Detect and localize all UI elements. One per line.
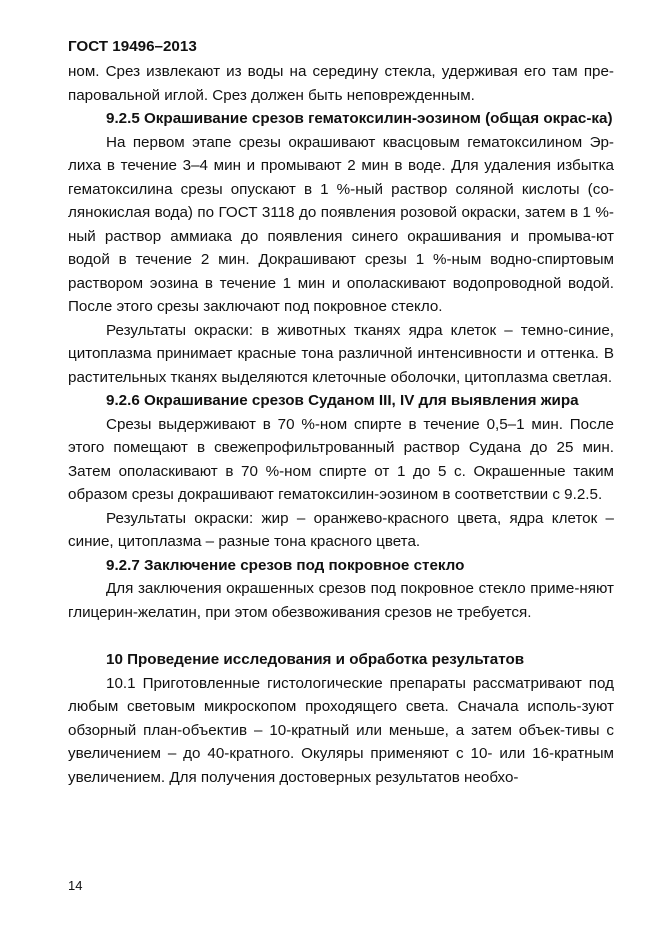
paragraph-sudan-procedure: Срезы выдерживают в 70 %-ном спирте в течение 0,5–1 мин. После этого помещают в свежепрофильтрованный раствор Судана до 25 мин. Затем ополаскивают в 70 %-ном спирте от 1 до 5 с. Окрашенные таким образом срезы докрашивают гематоксилин-эозином в соответствии с 9.2.5.	[68, 415, 614, 503]
paragraph-mounting-sections: Для заключения окрашенных срезов под покровное стекло приме-няют глицерин-желатин, при этом обезвоживания срезов не требуется.	[68, 580, 614, 621]
section-spacer	[68, 624, 614, 648]
section-heading-9-2-5: 9.2.5 Окрашивание срезов гематоксилин-эозином (общая окрас-ка)	[106, 110, 613, 127]
paragraph-continuation: ном. Срез извлекают из воды на середину стекла, удерживая его там пре-паровальной иглой. Срез должен быть неповрежденным.	[68, 63, 614, 104]
document-body	[68, 60, 614, 789]
document-header: ГОСТ 19496–2013	[68, 38, 197, 55]
section-heading-9-2-6: 9.2.6 Окрашивание срезов Суданом III, IV для выявления жира	[106, 392, 579, 409]
page-number: 14	[68, 878, 83, 893]
paragraph-staining-results: Результаты окраски: в животных тканях ядра клеток – темно-синие, цитоплазма принимает красные тона различной интенсивности и оттенка. В растительных тканях выделяются клеточные оболочки, цитоплазма светлая.	[68, 321, 614, 386]
paragraph-microscope-examination: 10.1 Приготовленные гистологические препараты рассматривают под любым световым микроскопом проходящего света. Сначала исполь-зуют обзорный план-объектив – 10-кратный или меньше, а затем объек-тивы с увеличением – до 40-кратного. Окуляры применяют с 10- или 16-кратным увеличением. Для получения достоверных результатов необхо-	[68, 674, 614, 786]
section-heading-9-2-7: 9.2.7 Заключение срезов под покровное стекло	[106, 556, 465, 574]
paragraph-sudan-results: Результаты окраски: жир – оранжево-красного цвета, ядра клеток – синие, цитоплазма – разные тона красного цвета.	[68, 509, 614, 550]
paragraph-staining-procedure: На первом этапе срезы окрашивают квасцовым гематоксилином Эр-лиха в течение 3–4 мин и промывают 2 мин в воде. Для удаления избытка гематоксилина срезы опускают в 1 %-ный раствор соляной кислоты (со-лянокислая вода) по ГОСТ 3118 до появления розовой окраски, затем в 1 %-ный раствор аммиака до появления синего окрашивания и промыва-ют водой в течение 2 мин. Докрашивают срезы 1 %-ным водно-спиртовым раствором эозина в течение 1 мин и ополаскивают водопроводной водой. После этого срезы заключают под покровное стекло.	[68, 133, 614, 315]
section-heading-10: 10 Проведение исследования и обработка результатов	[106, 651, 525, 668]
